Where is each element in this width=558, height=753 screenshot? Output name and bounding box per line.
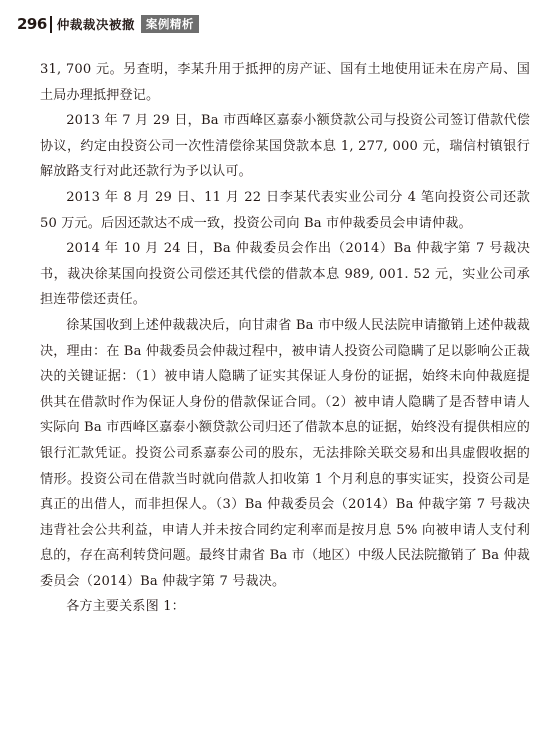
paragraph-loan-agreement: 2013 年 7 月 29 日，Ba 市西峰区嘉泰小额贷款公司与投资公司签订借款代偿协议，约定由投资公司一次性清偿徐某国贷款本息 1, 277, 000 元，瑞信村镇银行解放路支行对此还款行为予以认可。 — [40, 113, 530, 180]
paragraph-continuation: 31, 700 元。另查明，李某升用于抵押的房产证、国有土地使用证未在房产局、国土局办理抵押登记。 — [40, 62, 530, 103]
page-number: 296 — [17, 15, 47, 33]
running-header — [17, 14, 199, 34]
paragraph-arbitral-award: 2014 年 10 月 24 日，Ba 仲裁委员会作出（2014）Ba 仲裁字第 7 号裁决书，裁决徐某国向投资公司偿还其代偿的借款本息 989, 001. 52 元，实业公司承担连带偿还责任。 — [40, 241, 530, 308]
book-title: 仲裁裁决被撤 — [56, 17, 135, 32]
page-body — [40, 57, 530, 620]
paragraph-repayment: 2013 年 8 月 29 日、11 月 22 日李某代表实业公司分 4 笔向投资公司还款 50 万元。后因还款达不成一致，投资公司向 Ba 市仲裁委员会申请仲裁。 — [40, 189, 530, 231]
header-divider — [50, 16, 52, 33]
paragraph-annulment-application: 徐某国收到上述仲裁裁决后，向甘肃省 Ba 市中级人民法院申请撤销上述仲裁裁决，理由：在 Ba 仲裁委员会仲裁过程中，被申请人投资公司隐瞒了足以影响公正裁决的关键证据：（1）被申请人隐瞒了证实其保证人身份的证据，始终未向仲裁庭提供其在借款时作为保证人身份的借款保证合同。（2）被申请人隐瞒了是否替申请人实际向 Ba 市西峰区嘉泰小额贷款公司归还了借款本息的证据，始终没有提供相应的银行汇款凭证。投资公司系嘉泰公司的股东，无法排除关联交易和出具虚假收据的情形。投资公司在借款当时就向借款人扣收第 1 个月利息的事实证实，投资公司是真正的出借人，而非担保人。（3）Ba 仲裁委员会（2014）Ba 仲裁字第 7 号裁决违背社会公共利益，申请人并未按合同约定利率而是按月息 5% 向被申请人支付利息的，存在高利转贷问题。最终甘肃省 Ba 市（地区）中级人民法院撤销了 Ba 仲裁委员会（2014）Ba 仲裁字第 7 号裁决。 — [40, 317, 530, 589]
section-badge: 案例精析 — [141, 15, 199, 33]
paragraph-figure-caption: 各方主要关系图 1： — [66, 599, 185, 615]
